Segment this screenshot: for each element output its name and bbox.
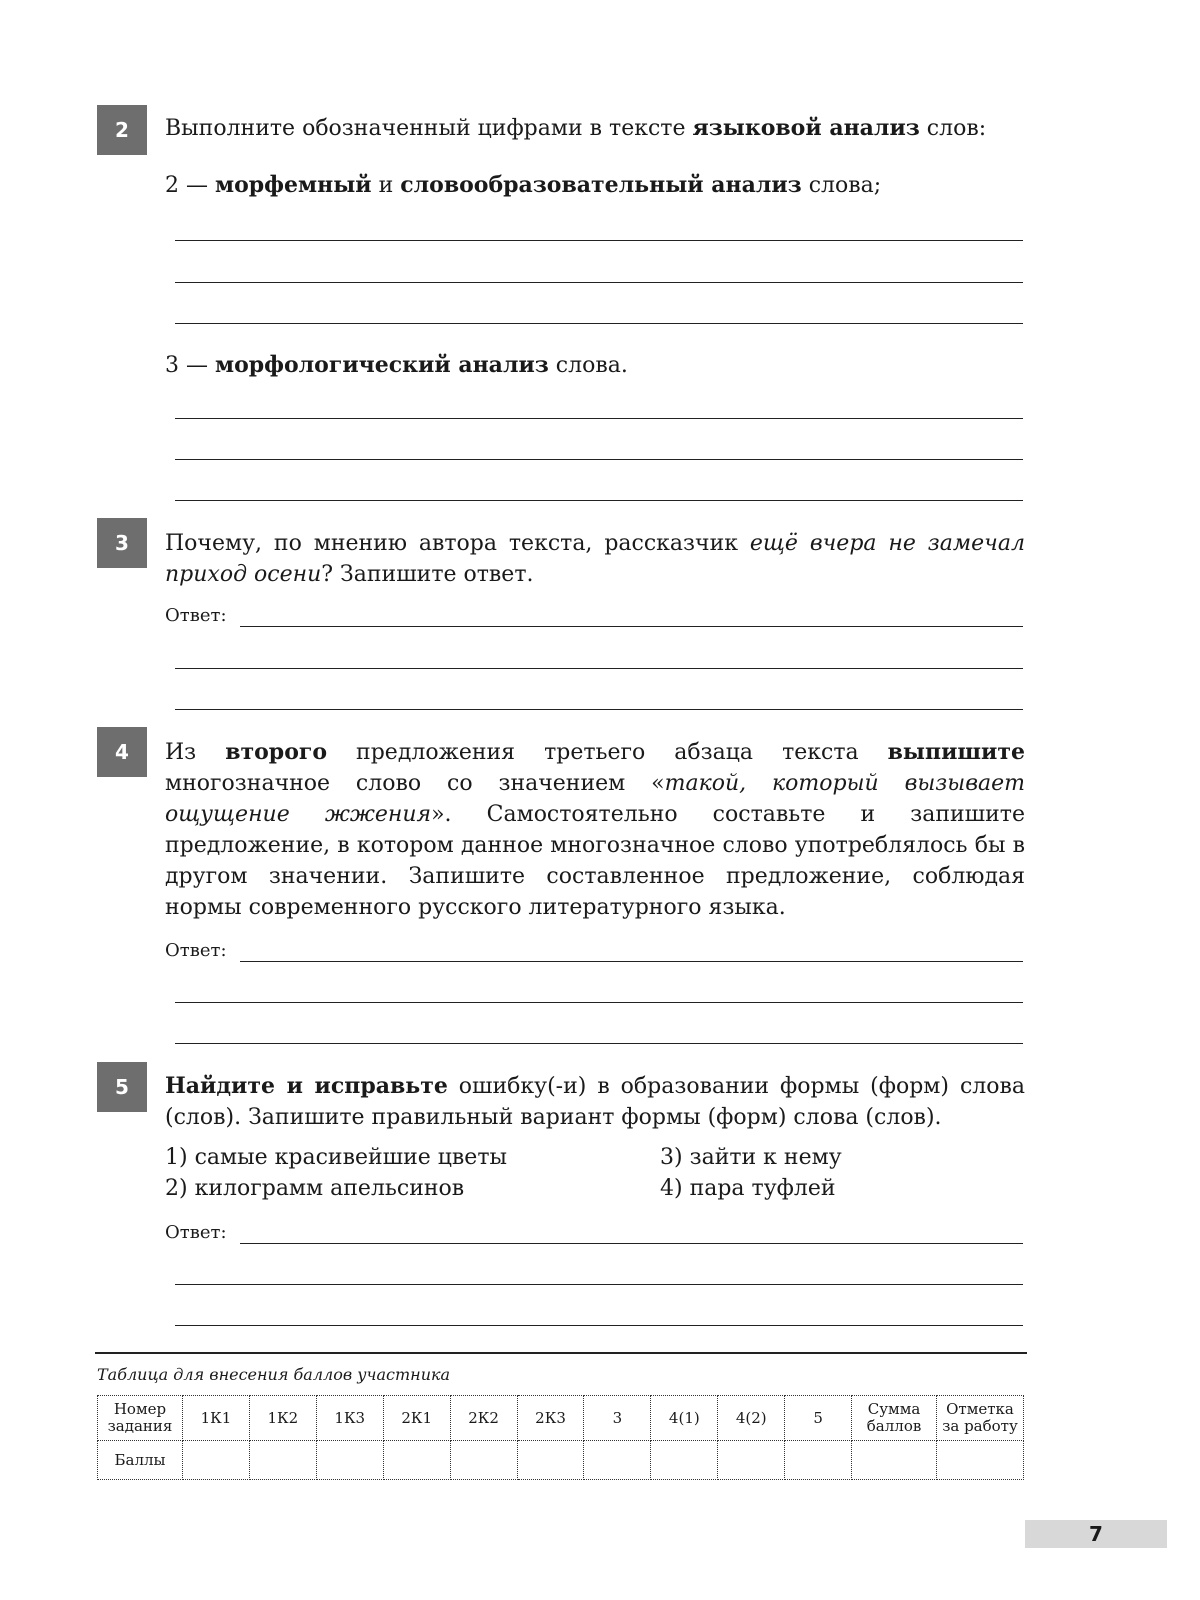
task-5-number: 5 (97, 1062, 147, 1112)
writing-line[interactable] (175, 1284, 1023, 1285)
option-2: 2) килограмм апельсинов (165, 1176, 465, 1201)
score-cell[interactable] (182, 1441, 249, 1480)
score-table (97, 1395, 1024, 1480)
writing-line[interactable] (175, 500, 1023, 501)
page-number: 7 (1025, 1520, 1167, 1548)
answer-line[interactable] (240, 961, 1023, 962)
task-4-number: 4 (97, 727, 147, 777)
option-3: 3) зайти к нему (660, 1145, 842, 1170)
task-2-item-3: 3 — морфологический анализ слова. (165, 352, 628, 378)
header-cell: 1К1 (182, 1396, 249, 1441)
header-cell: 4(2) (718, 1396, 785, 1441)
task-4-question: Из второго предложения третьего абзаца текста выпишите многозначное слово со значением «такой, который вызывает ощущение жжения». Самостоятельно составьте и запишите предложение, в котором данное многозначное слово употреблялось бы в другом значении. Запишите составленное предложение, соблюдая нормы современного русского литературного языка. (165, 739, 1026, 920)
writing-line[interactable] (175, 709, 1023, 710)
header-cell: 4(1) (651, 1396, 718, 1441)
task-3-number: 3 (97, 518, 147, 568)
writing-line[interactable] (175, 1043, 1023, 1044)
header-cell: 2К1 (383, 1396, 450, 1441)
header-cell: 2К2 (450, 1396, 517, 1441)
task-2-item-2: 2 — морфемный и словообразовательный анализ слова; (165, 172, 882, 198)
score-cell[interactable] (852, 1441, 937, 1480)
header-cell: 1К2 (249, 1396, 316, 1441)
answer-label: Ответ: (165, 1222, 227, 1243)
section-divider (95, 1352, 1027, 1354)
answer-label: Ответ: (165, 605, 227, 626)
answer-label: Ответ: (165, 940, 227, 961)
score-cell[interactable] (718, 1441, 785, 1480)
writing-line[interactable] (175, 1325, 1023, 1326)
score-cell[interactable] (450, 1441, 517, 1480)
header-task-number: Номер задания (98, 1396, 183, 1441)
score-cell[interactable] (383, 1441, 450, 1480)
option-4: 4) пара туфлей (660, 1176, 836, 1201)
header-cell: 1К3 (316, 1396, 383, 1441)
writing-line[interactable] (175, 459, 1023, 460)
answer-line[interactable] (240, 626, 1023, 627)
score-table-title: Таблица для внесения баллов участника (97, 1365, 451, 1384)
option-1: 1) самые красивейшие цветы (165, 1145, 508, 1170)
score-cell[interactable] (249, 1441, 316, 1480)
writing-line[interactable] (175, 282, 1023, 283)
header-mark: Отметка за работу (937, 1396, 1024, 1441)
task-2-intro: Выполните обозначенный цифрами в тексте языковой анализ слов: (165, 115, 987, 141)
points-row-label: Баллы (98, 1441, 183, 1480)
writing-line[interactable] (175, 240, 1023, 241)
header-cell: 5 (785, 1396, 852, 1441)
task-5-question: Найдите и исправьте ошибку(-и) в образовании формы (форм) слова (слов). Запишите правильный вариант формы (форм) слова (слов). (165, 1073, 1026, 1130)
header-cell: 3 (584, 1396, 651, 1441)
score-cell[interactable] (785, 1441, 852, 1480)
score-table-points-row (98, 1441, 1024, 1480)
score-cell[interactable] (937, 1441, 1024, 1480)
header-cell: 2К3 (517, 1396, 584, 1441)
score-cell[interactable] (316, 1441, 383, 1480)
score-table-header-row (98, 1396, 1024, 1441)
score-cell[interactable] (651, 1441, 718, 1480)
answer-line[interactable] (240, 1243, 1023, 1244)
score-cell[interactable] (517, 1441, 584, 1480)
writing-line[interactable] (175, 1002, 1023, 1003)
writing-line[interactable] (175, 668, 1023, 669)
writing-line[interactable] (175, 418, 1023, 419)
task-3-question: Почему, по мнению автора текста, рассказчик ещё вчера не замечал приход осени? Запишите ответ. (165, 531, 1025, 587)
score-cell[interactable] (584, 1441, 651, 1480)
writing-line[interactable] (175, 323, 1023, 324)
header-sum: Сумма баллов (852, 1396, 937, 1441)
task-2-number: 2 (97, 105, 147, 155)
